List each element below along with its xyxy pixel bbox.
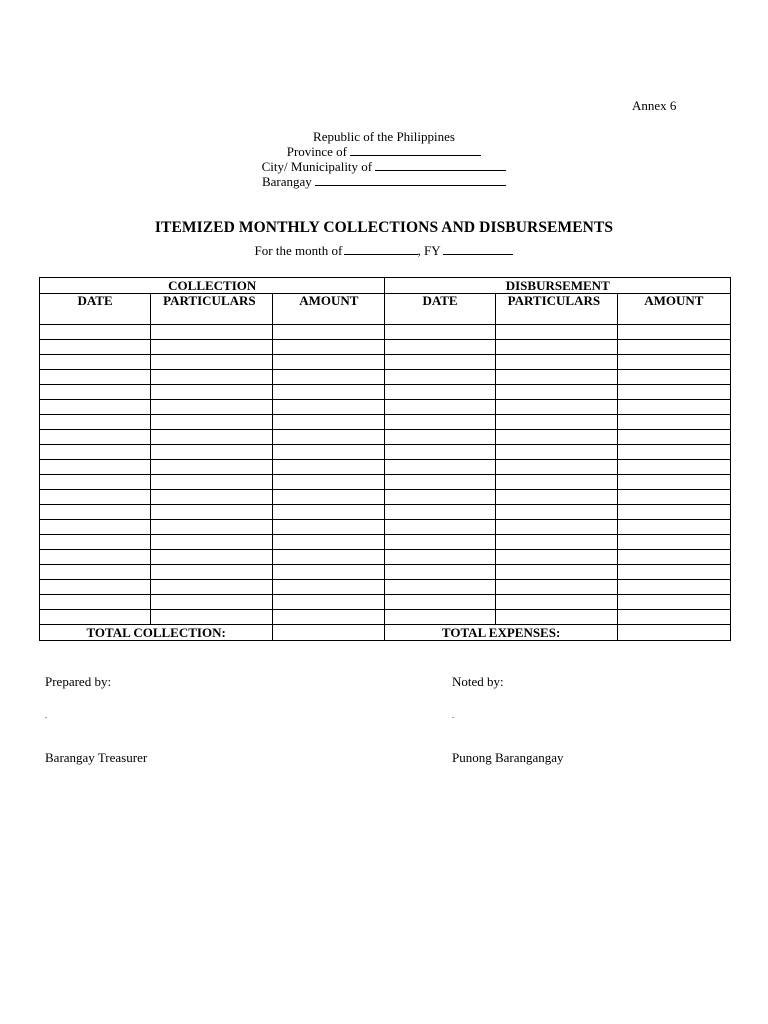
entry-particulars-collection[interactable]	[151, 340, 273, 355]
entry-date-collection[interactable]	[40, 595, 151, 610]
city-label: City/ Municipality of	[261, 159, 373, 174]
entry-particulars-collection[interactable]	[151, 460, 273, 475]
entry-amount-disbursement[interactable]	[617, 325, 730, 340]
entry-particulars-disbursement[interactable]	[495, 475, 617, 490]
collections-disbursements-table	[39, 277, 731, 641]
col-date-collection: DATE	[40, 294, 151, 325]
entry-amount-disbursement[interactable]	[617, 340, 730, 355]
fy-blank[interactable]	[443, 243, 513, 255]
entry-particulars-collection[interactable]	[151, 610, 273, 625]
entry-date-disbursement[interactable]	[385, 415, 495, 430]
entry-amount-disbursement[interactable]	[617, 520, 730, 535]
entry-amount-collection[interactable]	[273, 520, 385, 535]
total-collection-label: TOTAL COLLECTION:	[40, 625, 273, 641]
fy-label: , FY	[417, 243, 441, 258]
entry-amount-collection[interactable]	[273, 400, 385, 415]
table-row	[40, 595, 731, 610]
prepared-role: Barangay Treasurer	[45, 750, 148, 765]
prepared-signature-line[interactable]: .	[45, 711, 47, 720]
entry-amount-disbursement[interactable]	[617, 535, 730, 550]
entry-particulars-collection[interactable]	[151, 565, 273, 580]
barangay-line	[0, 174, 768, 189]
entry-amount-collection[interactable]	[273, 445, 385, 460]
entry-amount-disbursement[interactable]	[617, 445, 730, 460]
entry-particulars-collection[interactable]	[151, 415, 273, 430]
entry-amount-collection[interactable]	[273, 490, 385, 505]
entry-amount-disbursement[interactable]	[617, 400, 730, 415]
table-row	[40, 550, 731, 565]
table-row	[40, 385, 731, 400]
entry-amount-collection[interactable]	[273, 430, 385, 445]
entry-particulars-disbursement[interactable]	[495, 610, 617, 625]
entry-date-collection[interactable]	[40, 340, 151, 355]
entry-amount-collection[interactable]	[273, 610, 385, 625]
prepared-by-label: Prepared by:	[45, 674, 112, 689]
city-line	[0, 159, 768, 174]
entry-date-disbursement[interactable]	[385, 505, 495, 520]
entry-amount-collection[interactable]	[273, 475, 385, 490]
entry-date-collection[interactable]	[40, 415, 151, 430]
col-particulars-collection: PARTICULARS	[151, 294, 273, 325]
entry-date-disbursement[interactable]	[385, 460, 495, 475]
table-row	[40, 415, 731, 430]
entry-amount-disbursement[interactable]	[617, 415, 730, 430]
table-row	[40, 565, 731, 580]
table-row	[40, 490, 731, 505]
entry-particulars-collection[interactable]	[151, 325, 273, 340]
entry-particulars-disbursement[interactable]	[495, 445, 617, 460]
entry-date-collection[interactable]	[40, 550, 151, 565]
entry-particulars-disbursement[interactable]	[495, 370, 617, 385]
entry-amount-collection[interactable]	[273, 505, 385, 520]
entry-amount-collection[interactable]	[273, 385, 385, 400]
entry-amount-disbursement[interactable]	[617, 370, 730, 385]
disbursement-heading: DISBURSEMENT	[385, 278, 731, 294]
entry-date-collection[interactable]	[40, 535, 151, 550]
entry-amount-collection[interactable]	[273, 580, 385, 595]
table-row	[40, 325, 731, 340]
entry-particulars-collection[interactable]	[151, 355, 273, 370]
entry-particulars-collection[interactable]	[151, 505, 273, 520]
table-row	[40, 580, 731, 595]
table-row	[40, 355, 731, 370]
entry-date-collection[interactable]	[40, 445, 151, 460]
entry-particulars-disbursement[interactable]	[495, 430, 617, 445]
entry-particulars-collection[interactable]	[151, 580, 273, 595]
document-title: ITEMIZED MONTHLY COLLECTIONS AND DISBURSEMENTS	[154, 219, 614, 236]
table-row	[40, 340, 731, 355]
noted-role: Punong Barangangay	[452, 750, 564, 765]
entry-date-disbursement[interactable]	[385, 595, 495, 610]
entry-particulars-disbursement[interactable]	[495, 460, 617, 475]
entry-date-collection[interactable]	[40, 610, 151, 625]
entry-particulars-disbursement[interactable]	[495, 565, 617, 580]
month-prefix: For the month of	[254, 243, 343, 258]
entry-date-disbursement[interactable]	[385, 475, 495, 490]
entry-particulars-collection[interactable]	[151, 400, 273, 415]
annex-label: Annex 6	[632, 98, 677, 113]
entry-date-disbursement[interactable]	[385, 445, 495, 460]
section-header-row	[40, 278, 731, 294]
entry-date-disbursement[interactable]	[385, 385, 495, 400]
total-collection-amount[interactable]	[273, 625, 385, 641]
total-expenses-label: TOTAL EXPENSES:	[385, 625, 617, 641]
entry-amount-collection[interactable]	[273, 415, 385, 430]
entry-date-disbursement[interactable]	[385, 340, 495, 355]
entry-amount-disbursement[interactable]	[617, 565, 730, 580]
table-row	[40, 520, 731, 535]
entry-particulars-collection[interactable]	[151, 445, 273, 460]
entry-amount-collection[interactable]	[273, 340, 385, 355]
entry-date-collection[interactable]	[40, 475, 151, 490]
entry-particulars-collection[interactable]	[151, 595, 273, 610]
entry-particulars-disbursement[interactable]	[495, 580, 617, 595]
noted-signature-line[interactable]: .	[452, 711, 454, 720]
noted-by-label: Noted by:	[452, 674, 504, 689]
col-date-disbursement: DATE	[385, 294, 495, 325]
table-row	[40, 610, 731, 625]
entry-particulars-disbursement[interactable]	[495, 550, 617, 565]
entry-date-collection[interactable]	[40, 565, 151, 580]
table-row	[40, 430, 731, 445]
month-blank[interactable]	[344, 243, 418, 255]
entry-particulars-disbursement[interactable]	[495, 490, 617, 505]
entry-amount-collection[interactable]	[273, 565, 385, 580]
month-line	[0, 243, 768, 258]
column-header-row	[40, 294, 731, 325]
entry-amount-disbursement[interactable]	[617, 505, 730, 520]
entry-date-collection[interactable]	[40, 580, 151, 595]
entry-particulars-disbursement[interactable]	[495, 415, 617, 430]
entry-date-disbursement[interactable]	[385, 400, 495, 415]
entry-date-collection[interactable]	[40, 325, 151, 340]
entry-date-disbursement[interactable]	[385, 580, 495, 595]
entry-amount-disbursement[interactable]	[617, 355, 730, 370]
entry-date-disbursement[interactable]	[385, 565, 495, 580]
entry-particulars-disbursement[interactable]	[495, 595, 617, 610]
entry-amount-disbursement[interactable]	[617, 610, 730, 625]
entry-amount-collection[interactable]	[273, 550, 385, 565]
entry-amount-disbursement[interactable]	[617, 580, 730, 595]
entry-amount-collection[interactable]	[273, 595, 385, 610]
entry-date-collection[interactable]	[40, 520, 151, 535]
entry-particulars-collection[interactable]	[151, 385, 273, 400]
entry-date-collection[interactable]	[40, 370, 151, 385]
entry-particulars-collection[interactable]	[151, 430, 273, 445]
entry-particulars-disbursement[interactable]	[495, 385, 617, 400]
entry-particulars-collection[interactable]	[151, 535, 273, 550]
col-amount-collection: AMOUNT	[273, 294, 385, 325]
entry-particulars-disbursement[interactable]	[495, 520, 617, 535]
entry-amount-collection[interactable]	[273, 370, 385, 385]
table-row	[40, 535, 731, 550]
entry-amount-collection[interactable]	[273, 325, 385, 340]
entry-amount-disbursement[interactable]	[617, 385, 730, 400]
entry-date-disbursement[interactable]	[385, 610, 495, 625]
entry-date-collection[interactable]	[40, 430, 151, 445]
entry-date-collection[interactable]	[40, 355, 151, 370]
entry-date-collection[interactable]	[40, 505, 151, 520]
table-row	[40, 400, 731, 415]
province-label: Province of	[286, 144, 348, 159]
table-row	[40, 370, 731, 385]
table-row	[40, 505, 731, 520]
entry-particulars-disbursement[interactable]	[495, 355, 617, 370]
entry-date-collection[interactable]	[40, 460, 151, 475]
col-amount-disbursement: AMOUNT	[617, 294, 730, 325]
entry-amount-disbursement[interactable]	[617, 460, 730, 475]
entry-particulars-disbursement[interactable]	[495, 325, 617, 340]
entry-date-disbursement[interactable]	[385, 325, 495, 340]
entry-amount-collection[interactable]	[273, 355, 385, 370]
entry-particulars-collection[interactable]	[151, 490, 273, 505]
entry-amount-disbursement[interactable]	[617, 430, 730, 445]
entry-date-disbursement[interactable]	[385, 490, 495, 505]
entry-date-disbursement[interactable]	[385, 370, 495, 385]
republic-line	[0, 129, 768, 144]
entry-amount-disbursement[interactable]	[617, 595, 730, 610]
table-row	[40, 445, 731, 460]
city-blank[interactable]	[375, 159, 506, 171]
entry-particulars-collection[interactable]	[151, 475, 273, 490]
totals-row	[40, 625, 731, 641]
collection-heading: COLLECTION	[40, 278, 385, 294]
barangay-label: Barangay	[261, 174, 312, 189]
province-blank[interactable]	[350, 144, 481, 156]
entry-particulars-disbursement[interactable]	[495, 535, 617, 550]
total-expenses-amount[interactable]	[617, 625, 730, 641]
table-row	[40, 475, 731, 490]
entry-particulars-collection[interactable]	[151, 520, 273, 535]
entry-particulars-disbursement[interactable]	[495, 340, 617, 355]
province-line	[0, 144, 768, 159]
entry-particulars-collection[interactable]	[151, 550, 273, 565]
entry-date-disbursement[interactable]	[385, 430, 495, 445]
republic-text: Republic of the Philippines	[313, 129, 455, 144]
entry-amount-collection[interactable]	[273, 460, 385, 475]
entry-amount-disbursement[interactable]	[617, 475, 730, 490]
entry-particulars-disbursement[interactable]	[495, 505, 617, 520]
entry-particulars-collection[interactable]	[151, 370, 273, 385]
entry-date-disbursement[interactable]	[385, 535, 495, 550]
entry-amount-collection[interactable]	[273, 535, 385, 550]
table-row	[40, 460, 731, 475]
entry-date-disbursement[interactable]	[385, 520, 495, 535]
entry-date-collection[interactable]	[40, 490, 151, 505]
entry-date-collection[interactable]	[40, 400, 151, 415]
entry-date-disbursement[interactable]	[385, 550, 495, 565]
entry-amount-disbursement[interactable]	[617, 490, 730, 505]
entry-date-collection[interactable]	[40, 385, 151, 400]
entry-particulars-disbursement[interactable]	[495, 400, 617, 415]
entry-date-disbursement[interactable]	[385, 355, 495, 370]
barangay-blank[interactable]	[315, 174, 506, 186]
entry-amount-disbursement[interactable]	[617, 550, 730, 565]
col-particulars-disbursement: PARTICULARS	[495, 294, 617, 325]
